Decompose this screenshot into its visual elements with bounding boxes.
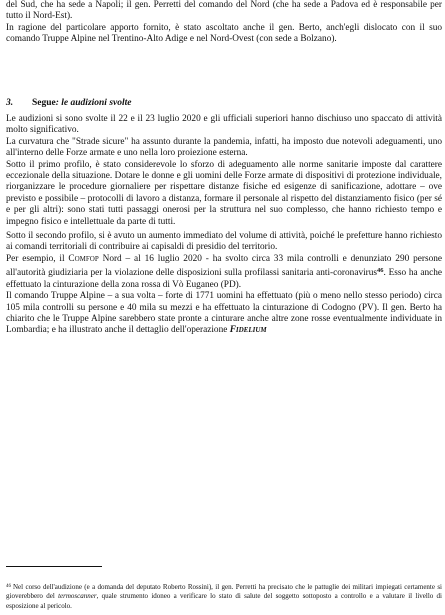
footnote-reference[interactable]: 46 xyxy=(377,267,384,275)
p5-part-c: . Esso ha anche effettuato la cinturazione della zona rossa di Vò Euganeo (PD). xyxy=(6,268,442,290)
body-paragraph-6 xyxy=(6,291,442,337)
footnote xyxy=(6,582,442,611)
p5-part-b: Nord – al 16 luglio 2020 - ha svolto circa 33 mila controlli e denunziato 290 persone all'autorità giudiziaria per la violazione delle disposizioni sulla profilassi sanitaria anti-coronavirus xyxy=(6,253,442,279)
p6-part-a: Il comando Truppe Alpine – a sua volta – forte di 1771 uomini ha effettuato (più o meno nello stesso periodo) circa 105 mila controlli su persone e 40 mila su mezzi e ha effettuato la cinturazione di Codogno (PV). Il gen. Berto ha chiarito che le Truppe Alpine sarebbero state pronte a cinturare anche altre zone rosse eventualmente individuate in Lombardia; e ha illustrato anche il dettaglio dell'operazione xyxy=(6,291,442,336)
body-paragraph-5 xyxy=(6,254,442,291)
footnote-number: 46 xyxy=(6,584,11,589)
section-number: 3. xyxy=(6,98,14,108)
p5-part-a: Per esempio, il xyxy=(6,253,69,264)
section-title: : le audizioni svolte xyxy=(55,98,132,108)
intro-paragraph-1: del Sud, che ha sede a Napoli; il gen. Perretti del comando del Nord (che ha sede a Padova ed è responsabile per tutto il Nord-Est). xyxy=(6,0,442,22)
section-label: Segue xyxy=(32,98,56,108)
footnote-text-b: , quale strumento idoneo a verificare lo stato di salute del soggetto sottoposto a controllo e a valutare il livello di esposizione al pericolo. xyxy=(6,592,442,610)
footnote-emphasis: termoscanner xyxy=(58,592,97,601)
comfop-term: Comfop xyxy=(68,253,99,264)
operation-name: Fidelium xyxy=(229,325,267,336)
section-heading xyxy=(6,97,442,109)
intro-text xyxy=(6,0,442,46)
section-body xyxy=(6,114,442,337)
body-paragraph-2: La curvatura che "Strade sicure" ha assunto durante la pandemia, infatti, ha imposto due notevoli adeguamenti, uno all'interno delle Forze armate e uno nella loro proiezione esterna. xyxy=(6,136,442,159)
body-paragraph-4: Sotto il secondo profilo, si è avuto un aumento immediato del volume di attività, poiché le prefetture hanno richiesto ai comandi territoriali di contribuire ai capisaldi di presidio del territorio. xyxy=(6,231,442,253)
footnote-text-a: Nel corso dell'audizione (e a domanda del deputato Roberto Rossini), il gen. Perretti ha precisato che le pattuglie dei militari impiegati certamente si gioverebbero del xyxy=(6,583,442,601)
footnote-separator xyxy=(6,566,102,567)
body-paragraph-1: Le audizioni si sono svolte il 22 e il 23 luglio 2020 e gli ufficiali superiori hanno dischiuso uno spaccato di attività molto significativo. xyxy=(6,114,442,136)
body-paragraph-3: Sotto il primo profilo, è stato considerevole lo sforzo di adeguamento alle norme sanitarie imposte dal carattere eccezionale della situazione. Dotare le donne e gli uomini delle Forze armate di dispositivi di protezione individuale, riorganizzare le procedure giornaliere per rispettare distanze fisiche ed esigenze di sanificazione, adottare – ove previsto e possibile – protocolli di lavoro a distanza, formare il personale al rispetto del distanziamento fisico (per sé e per gli altri): sono stati tutti passaggi onerosi per la struttura nel suo complesso, che hanno richiesto tempo e impegno fisico e intellettuale da parte di tutti. xyxy=(6,159,442,227)
intro-paragraph-2: In ragione del particolare apporto fornito, è stato ascoltato anche il gen. Berto, anch'egli dislocato con il suo comando Truppe Alpine nel Trentino-Alto Adige e nel Nord-Ovest (con sede a Bolzano). xyxy=(6,22,442,45)
